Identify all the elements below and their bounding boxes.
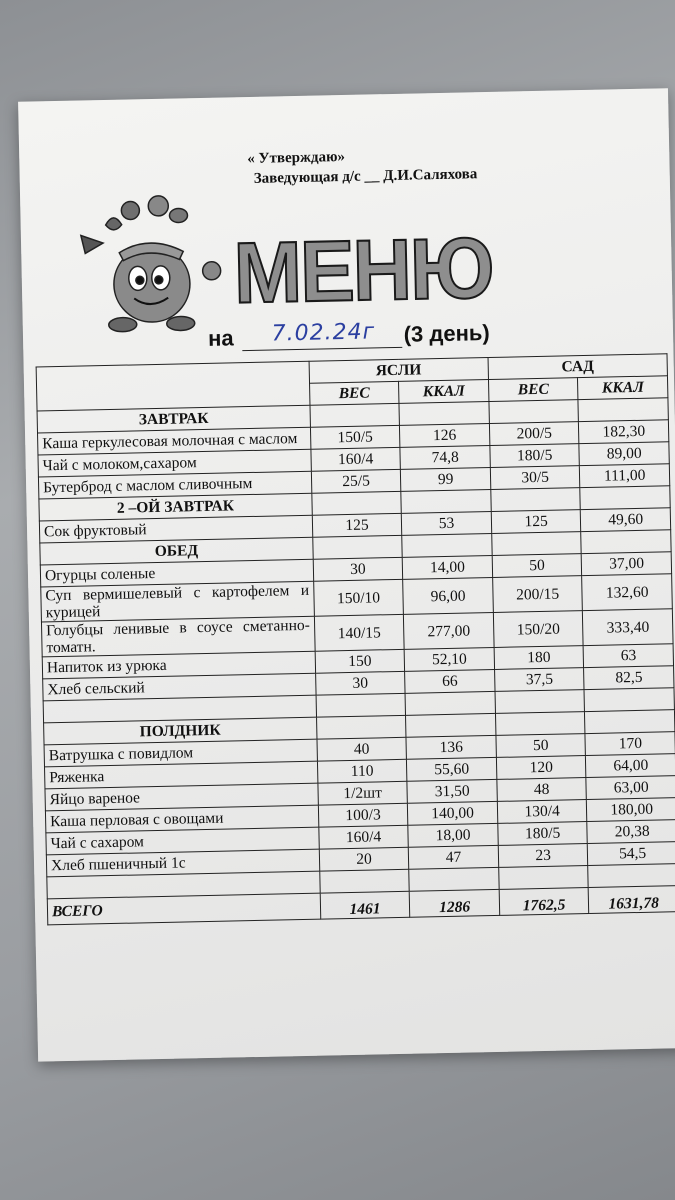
empty-cell <box>495 690 585 714</box>
date-suffix: (3 день) <box>403 319 490 347</box>
value-yasli-kcal: 47 <box>409 845 499 869</box>
value-yasli-kcal: 126 <box>400 424 490 448</box>
empty-cell <box>316 693 406 717</box>
value-sad-kcal: 132,60 <box>582 574 672 611</box>
dish-name: Каша перловая с овощами <box>45 805 318 833</box>
value-sad-weight: 30/5 <box>490 466 580 490</box>
value-yasli-weight: 100/3 <box>318 803 408 827</box>
empty-cell <box>489 400 579 424</box>
empty-cell <box>406 713 496 737</box>
dish-name: Ряженка <box>45 761 318 789</box>
date-line <box>208 320 490 352</box>
group-header-yasli: ЯСЛИ <box>309 358 489 384</box>
section-title: ОБЕД <box>40 537 313 565</box>
value-yasli-weight: 150/5 <box>310 425 400 449</box>
value-sad-kcal: 54,5 <box>588 842 675 866</box>
value-sad-weight: 37,5 <box>494 668 584 692</box>
total-yasli-weight: 1461 <box>320 891 410 919</box>
value-yasli-kcal: 53 <box>402 511 492 535</box>
value-sad-weight: 50 <box>496 734 586 758</box>
value-sad-kcal: 49,60 <box>581 508 671 532</box>
value-yasli-weight: 150 <box>315 649 405 673</box>
value-sad-kcal: 20,38 <box>587 820 675 844</box>
subheader-yasli-kcal: ККАЛ <box>399 380 489 404</box>
value-yasli-kcal: 52,10 <box>404 647 494 671</box>
total-sad-kcal: 1631,78 <box>589 886 675 914</box>
dish-name: Хлеб пшеничный 1с <box>46 849 319 877</box>
empty-cell <box>312 491 402 515</box>
empty-cell <box>405 691 495 715</box>
subheader-sad-weight: ВЕС <box>488 378 578 402</box>
date-blank <box>242 319 402 351</box>
value-yasli-kcal: 140,00 <box>408 801 498 825</box>
approval-block <box>247 144 477 189</box>
total-sad-weight: 1762,5 <box>499 888 589 916</box>
dish-name: Напиток из урюка <box>42 651 315 679</box>
empty-cell <box>491 488 581 512</box>
value-sad-weight: 200/15 <box>492 576 582 613</box>
value-yasli-weight: 40 <box>317 737 407 761</box>
value-yasli-weight: 160/4 <box>311 447 401 471</box>
empty-cell <box>312 535 402 559</box>
value-yasli-kcal: 14,00 <box>402 555 492 579</box>
value-yasli-weight: 110 <box>317 759 407 783</box>
group-header-sad: САД <box>488 354 668 380</box>
date-prefix: на <box>207 325 234 351</box>
value-yasli-kcal: 18,00 <box>408 823 498 847</box>
value-sad-kcal: 170 <box>585 732 675 756</box>
value-yasli-weight: 160/4 <box>319 825 409 849</box>
dish-name: Чай с сахаром <box>46 827 319 855</box>
menu-table <box>36 353 675 925</box>
dish-name: Сок фруктовый <box>39 515 312 543</box>
total-yasli-kcal: 1286 <box>409 889 499 917</box>
dish-name: Чай с молоком,сахаром <box>38 449 311 477</box>
empty-cell <box>316 715 406 739</box>
empty-cell <box>588 864 675 888</box>
dish-name: Ватрушка с повидлом <box>44 739 317 767</box>
empty-cell <box>495 712 585 736</box>
value-yasli-kcal: 96,00 <box>403 577 493 614</box>
value-yasli-kcal: 66 <box>405 669 495 693</box>
value-yasli-kcal: 31,50 <box>407 779 497 803</box>
empty-cell <box>399 402 489 426</box>
empty-cell <box>409 867 499 891</box>
empty-cell <box>499 866 589 890</box>
value-sad-kcal: 64,00 <box>586 754 675 778</box>
value-yasli-weight: 25/5 <box>311 469 401 493</box>
empty-cell <box>401 489 491 513</box>
dish-name: Голубцы ленивые в соусе сметанно-томатн. <box>41 616 314 657</box>
total-label: ВСЕГО <box>47 893 320 925</box>
section-title: ПОЛДНИК <box>44 717 317 745</box>
value-sad-kcal: 82,5 <box>584 666 674 690</box>
value-yasli-kcal: 99 <box>401 467 491 491</box>
dish-name: Суп вермишелевый с картофелем и курицей <box>41 581 314 622</box>
value-yasli-kcal: 74,8 <box>400 446 490 470</box>
value-sad-weight: 23 <box>498 844 588 868</box>
value-yasli-weight: 125 <box>312 513 402 537</box>
empty-cell <box>580 486 670 510</box>
section-title: ЗАВТРАК <box>37 405 310 433</box>
value-sad-weight: 48 <box>497 778 587 802</box>
menu-sheet <box>18 88 675 1061</box>
value-yasli-weight: 140/15 <box>314 614 404 651</box>
value-sad-kcal: 89,00 <box>579 442 669 466</box>
value-yasli-weight: 150/10 <box>313 579 403 616</box>
empty-cell <box>310 403 400 427</box>
empty-cell <box>402 533 492 557</box>
value-sad-kcal: 182,30 <box>579 420 669 444</box>
dish-name: Яйцо вареное <box>45 783 318 811</box>
value-sad-kcal: 333,40 <box>583 609 673 646</box>
value-sad-weight: 150/20 <box>493 611 583 648</box>
empty-cell <box>319 869 409 893</box>
value-sad-weight: 180/5 <box>490 444 580 468</box>
empty-cell <box>578 398 668 422</box>
value-yasli-kcal: 277,00 <box>404 612 494 649</box>
value-sad-kcal: 63,00 <box>586 776 675 800</box>
dish-name: Огурцы соленые <box>40 559 313 587</box>
value-sad-weight: 200/5 <box>489 422 579 446</box>
value-sad-kcal: 180,00 <box>587 798 675 822</box>
approval-line-1: « Утверждаю» <box>247 148 346 168</box>
value-sad-weight: 180 <box>494 646 584 670</box>
value-yasli-kcal: 55,60 <box>407 757 497 781</box>
empty-cell <box>585 710 675 734</box>
section-title: 2 –ОЙ ЗАВТРАК <box>39 493 312 521</box>
subheader-yasli-weight: ВЕС <box>309 381 399 405</box>
empty-cell <box>492 532 582 556</box>
value-sad-weight: 125 <box>491 510 581 534</box>
handwritten-date: 7.02.24г <box>271 319 376 347</box>
smeshariki-mascot-illustration <box>60 192 243 336</box>
dish-name: Бутерброд с маслом сливочным <box>38 471 311 499</box>
value-sad-weight: 50 <box>492 554 582 578</box>
empty-cell <box>584 688 674 712</box>
value-sad-kcal: 63 <box>583 644 673 668</box>
value-yasli-weight: 20 <box>319 847 409 871</box>
value-yasli-weight: 30 <box>313 557 403 581</box>
value-sad-weight: 180/5 <box>498 822 588 846</box>
dish-name: Хлеб сельский <box>43 673 316 701</box>
name-header-blank <box>36 361 310 411</box>
value-yasli-weight: 1/2шт <box>318 781 408 805</box>
empty-cell <box>581 530 671 554</box>
value-yasli-weight: 30 <box>315 671 405 695</box>
value-sad-weight: 130/4 <box>497 800 587 824</box>
subheader-sad-kcal: ККАЛ <box>578 376 668 400</box>
value-sad-kcal: 37,00 <box>582 552 672 576</box>
value-sad-weight: 120 <box>496 756 586 780</box>
value-sad-kcal: 111,00 <box>580 464 670 488</box>
value-yasli-kcal: 136 <box>406 735 496 759</box>
menu-title: МЕНЮ <box>232 220 494 322</box>
approval-line-2: Заведующая д/с __ Д.И.Саляхова <box>253 166 478 187</box>
dish-name: Каша геркулесовая молочная с маслом <box>38 427 311 455</box>
